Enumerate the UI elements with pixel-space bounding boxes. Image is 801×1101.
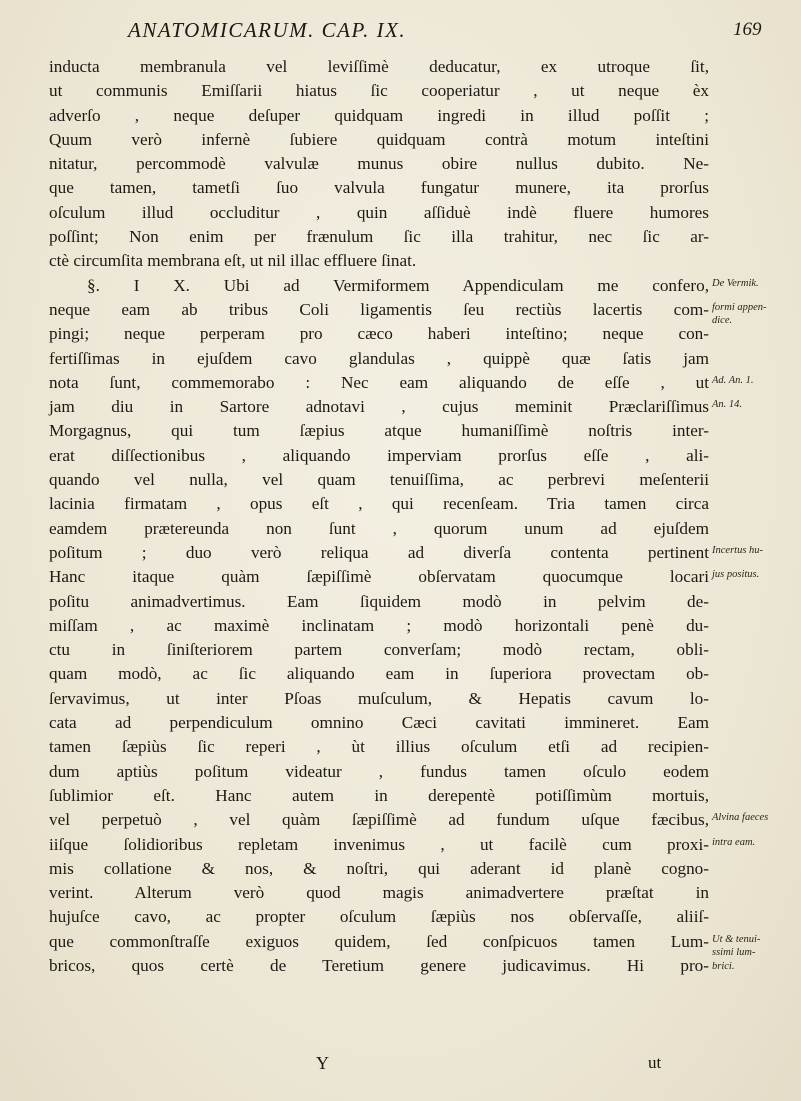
signature-mark: Y [316, 1053, 329, 1073]
text-line: pingi; neque perperam pro cæco haberi inteſtino; neque con- [49, 324, 709, 344]
text-line: Quum verò infernè ſubiere quidquam contrà motum inteſtini [49, 129, 709, 149]
text-line: cata ad perpendiculum omnino Cæci cavitati immineret. Eam [49, 713, 709, 733]
text-line: eamdem prætereunda non ſunt , quorum unum ad ejuſdem [49, 518, 709, 538]
catchword: ut [648, 1053, 662, 1072]
text-line: neque eam ab tribus Coli ligamentis ſeu rectiùs lacertis com- [49, 299, 709, 319]
text-line: que commonſtraſſe exiguos quidem, ſed conſpicuos tamen Lum- [49, 931, 709, 951]
text-line: poſitum ; duo verò reliqua ad diverſa contenta pertinent [49, 542, 709, 562]
text-line: ctè circumſita membrana eſt, ut nil illac effluere ſinat. [49, 251, 417, 271]
text-line: iiſque ſolidioribus repletam invenimus , ut facilè cum proxi- [49, 834, 709, 854]
margin-note: De Vermik. [712, 277, 759, 289]
text-line: verint. Alterum verò quod magis animadvertere præſtat in [49, 883, 709, 903]
text-line: lacinia firmatam , opus eſt , qui recenſeam. Tria tamen circa [49, 494, 709, 514]
text-line: dum aptiùs poſitum videatur , fundus tamen oſculo eodem [49, 761, 709, 781]
text-line: quando vel nulla, vel quam tenuiſſima, ac perbrevi meſenterii [49, 470, 709, 490]
running-head: ANATOMICARUM. CAP. IX. [128, 18, 407, 42]
margin-note: Ut & tenui- [712, 933, 761, 945]
section-start-line: §. I X. Ubi ad Vermiformem Appendiculam me confero, [87, 275, 709, 295]
margin-note: Incertus hu- [712, 545, 764, 556]
margin-note: An. 14. [712, 399, 743, 411]
text-line: oſculum illud occluditur , quin aſſiduè indè fluere humores [49, 202, 709, 222]
text-line: quam modò, ac ſic aliquando eam in ſuperiora provectam ob- [49, 664, 709, 684]
text-line: jam diu in Sartore adnotavi , cujus meminit Præclariſſimus [49, 397, 709, 417]
text-line: vel perpetuò , vel quàm ſæpiſſimè ad fundum uſque fæcibus, [49, 810, 709, 830]
margin-note: ssimi lum- [712, 947, 756, 959]
text-line: que tamen, tametſi ſuo valvula fungatur munere, ita prorſus [49, 178, 709, 198]
text-line: mis collatione & nos, & noſtri, qui aderant id planè cogno- [49, 858, 709, 878]
text-line: nota ſunt, commemorabo : Nec eam aliquando de eſſe , ut [49, 372, 709, 392]
margin-note: brici. [712, 960, 735, 972]
text-line: poſſint; Non enim per frænulum ſic illa trahitur, nec ſic ar- [49, 227, 709, 247]
margin-note: formi appen- [712, 302, 767, 313]
text-line: Hanc itaque quàm ſæpiſſimè obſervatam quocumque locari [49, 567, 709, 587]
body-text [49, 55, 709, 978]
text-line: ſublimior eſt. Hanc autem in derepentè potiſſimùm mortuis, [49, 785, 709, 805]
margin-note: jus positus. [712, 569, 760, 581]
text-line: erat diſſectionibus , aliquando imperviam prorſus eſſe , ali- [49, 445, 709, 465]
text-line: tamen ſæpiùs ſic reperi , ùt illius oſculum etſi ad recipien- [49, 737, 709, 757]
text-line: ctu in ſiniſteriorem partem converſam; modò rectam, obli- [49, 640, 709, 660]
margin-note: Ad. An. 1. [712, 374, 754, 386]
page-number: 169 [733, 19, 762, 40]
text-line: adverſo , neque deſuper quidquam ingredi in illud poſſit ; [49, 105, 709, 125]
text-line: fertiſſimas in ejuſdem cavo glandulas , quippè quæ ſatis jam [49, 348, 709, 368]
text-line: miſſam , ac maximè inclinatam ; modò horizontali penè du- [49, 615, 709, 635]
text-line: bricos, quos certè de Teretium genere judicavimus. Hi pro- [49, 955, 709, 975]
text-line: ut communis Emiſſarii hiatus ſic cooperiatur , ut neque èx [49, 81, 709, 101]
margin-note: dice. [712, 315, 733, 327]
text-line: nitatur, percommodè valvulæ munus obire nullus dubito. Ne- [49, 154, 709, 174]
margin-note: intra eam. [712, 836, 756, 848]
text-line: inducta membranula vel leviſſimè deducatur, ex utroque ſit, [49, 57, 709, 76]
text-line: Morgagnus, qui tum ſæpius atque humaniſſimè noſtris inter- [49, 421, 709, 441]
text-line: hujuſce cavo, ac propter oſculum ſæpiùs nos obſervaſſe, aliiſ- [49, 907, 709, 927]
text-line: ſervavimus, ut inter Pſoas muſculum, & Hepatis cavum lo- [49, 688, 709, 708]
margin-note: Alvina faeces [712, 812, 769, 824]
text-line: poſitu animadvertimus. Eam ſiquidem modò in pelvim de- [49, 591, 709, 611]
